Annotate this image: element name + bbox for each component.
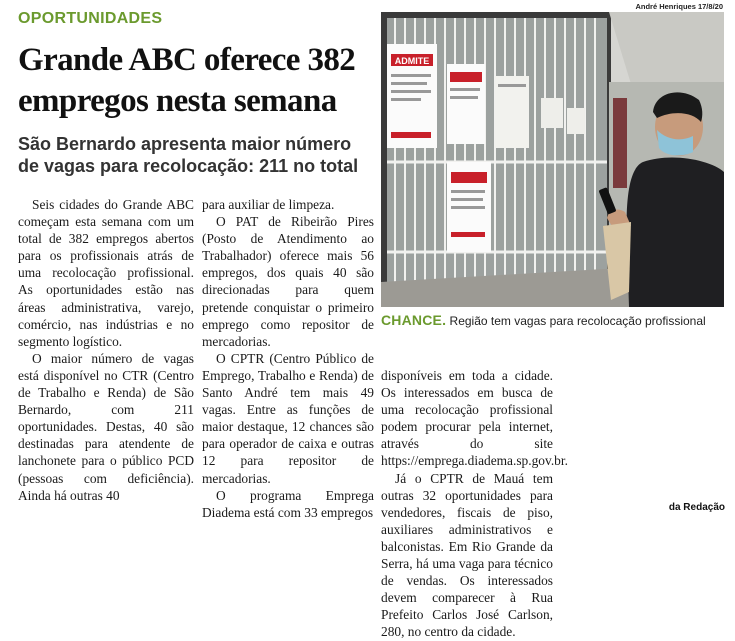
photo-illustration (381, 12, 724, 307)
subheadline: São Bernardo apresenta maior número de vagas para recolocação: 211 no total (18, 134, 359, 176)
caption-text: Região tem vagas para recolocação profissional (449, 314, 706, 328)
paragraph-5b: disponíveis em toda a cidade. Os interessados em busca de uma recolocação profissional podem procurar pela internet, através do site https://emprega.diadema.sp.gov.br. (381, 368, 568, 469)
paragraph-4: O CPTR (Centro Público de Emprego, Trabalho e Renda) de Santo André tem mais 49 vagas. Entre as funções de maior destaque, 12 chances são para operador de caixa e outras 12 para repositor de mercadorias. (202, 350, 374, 486)
headline: Grande ABC oferece 382 empregos nesta semana (18, 42, 356, 119)
column-1 (18, 196, 194, 504)
caption-label: CHANCE. (381, 312, 447, 328)
paragraph-2b: para auxiliar de limpeza. (202, 197, 335, 212)
photo-credit: André Henriques 17/8/20 (635, 2, 723, 11)
paragraph-2a: O maior número de vagas está disponível no CTR (Centro de Trabalho e Renda) de São Bernardo, com 211 oportunidades. Destas, 40 são destinadas para atendente de lanchonete para o público PCD (pessoas com deficiência). Ainda há outras 40 (18, 350, 194, 503)
section-kicker: OPORTUNIDADES (18, 10, 163, 27)
article-photo (381, 12, 724, 307)
column-2 (202, 196, 374, 521)
paragraph-5a: O programa Emprega Diadema está com 33 empregos (202, 487, 374, 520)
photo-caption (381, 312, 731, 328)
paragraph-3: O PAT de Ribeirão Pires (Posto de Atendimento ao Trabalhador) oferece mais 56 empregos, dos quais 40 são direcionadas para quem pretende conquistar o primeiro emprego como repositor de mercadorias. (202, 214, 374, 349)
poster-label: ADMITE (394, 56, 430, 66)
column-3 (381, 367, 568, 641)
paragraph-6: Já o CPTR de Mauá tem outras 32 oportunidades para vendedores, fiscais de piso, auxiliares administrativos e balconistas. Em Rio Grande da Serra, há uma vaga para técnico de vendas. Os interessados devem comparecer à Rua Prefeito Carlos José Carlson, 280, no centro da cidade. (381, 470, 553, 640)
byline-signature: da Redação (668, 502, 725, 513)
paragraph-1: Seis cidades do Grande ABC começam esta semana com um total de 382 empregos abertos para os profissionais atrás de uma recolocação profissional. As oportunidades estão nas áreas administrativa, varejo, comércio, nas indústrias e no segmento logístico. (18, 197, 194, 349)
